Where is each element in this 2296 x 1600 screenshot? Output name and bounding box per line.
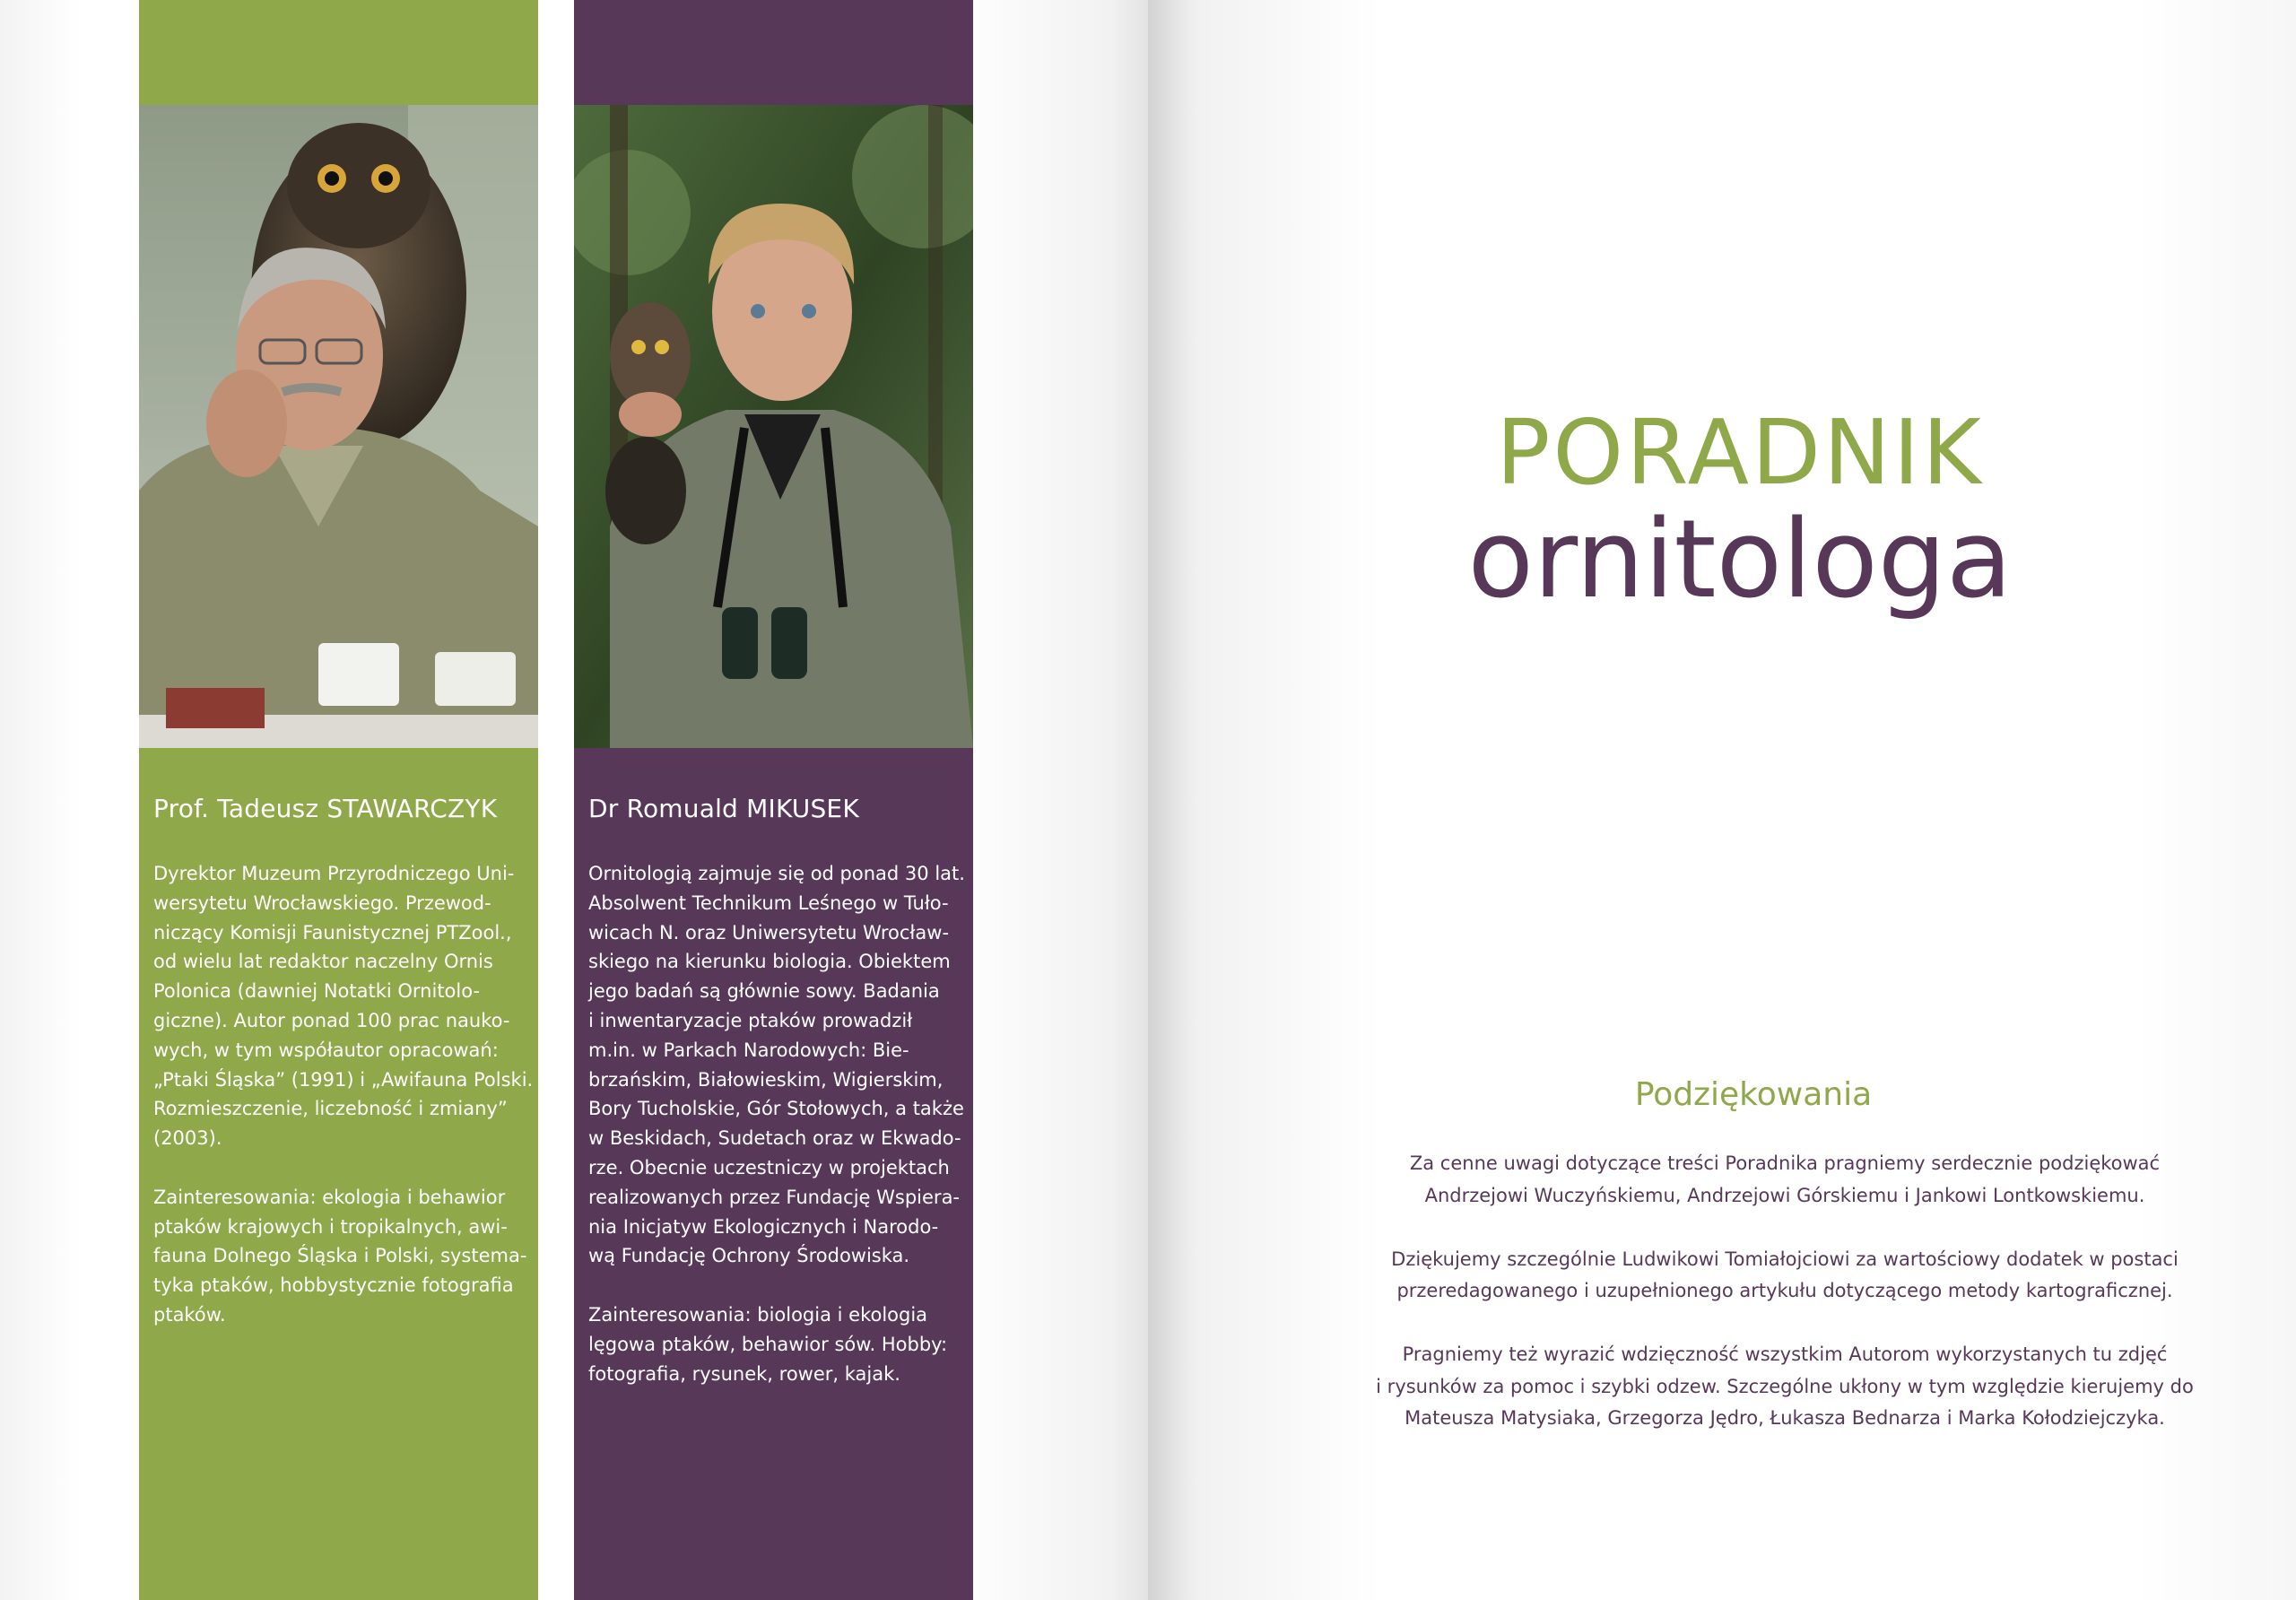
bio-line: m.in. w Parkach Narodowych: Bie- — [588, 1039, 909, 1061]
interests-line: ptaków. — [153, 1303, 226, 1326]
author-bio-mikusek — [588, 859, 965, 1418]
bio-line: od wielu lat redaktor naczelny Ornis — [153, 951, 493, 973]
ack-paragraph — [1305, 1244, 2265, 1308]
ack-paragraph — [1305, 1339, 2265, 1435]
bio-line: skiego na kierunku biologia. Obiektem — [588, 951, 951, 973]
bio-line: „Ptaki Śląska” (1991) i „Awifauna Polski. — [153, 1068, 534, 1091]
bio-line: (2003). — [153, 1127, 222, 1150]
bio-line: Rozmieszczenie, liczebność i zmiany” — [153, 1098, 508, 1120]
author-photo-mikusek — [574, 105, 973, 748]
bio-paragraph — [153, 859, 534, 1153]
author-column-mikusek — [574, 0, 973, 1600]
bio-line: giczne). Autor ponad 100 prac nauko- — [153, 1009, 510, 1031]
bio-line: realizowanych przez Fundację Wspiera- — [588, 1186, 961, 1208]
acknowledgements-body — [1296, 1148, 2265, 1466]
bio-line: wersytetu Wrocławskiego. Przewod- — [153, 891, 491, 914]
interests-line: Zainteresowania: ekologia i behawior — [153, 1186, 506, 1208]
portrait-photo-icon — [574, 105, 973, 748]
interests-line: lęgowa ptaków, behawior sów. Hobby: — [588, 1333, 948, 1355]
author-name-stawarczyk: Prof. Tadeusz STAWARCZYK — [153, 794, 498, 823]
acknowledgements-heading: Podziękowania — [1634, 1076, 1873, 1113]
bio-line: wych, w tym współautor opracowań: — [153, 1039, 499, 1061]
ack-line: przeredagowanego i uzupełnionego artykułu dotyczącego metody kartograficznej. — [1396, 1280, 2173, 1301]
ack-line: Mateusza Matysiaka, Grzegorza Jędro, Łukasza Bednarza i Marka Kołodziejczyka. — [1405, 1407, 2165, 1429]
bio-line: Ornitologią zajmuje się od ponad 30 lat. — [588, 863, 965, 884]
interests-line: fauna Dolnego Śląska i Polski, systema- — [153, 1245, 527, 1267]
book-title-line1: PORADNIK — [1496, 400, 1984, 505]
bio-line: Dyrektor Muzeum Przyrodniczego Uni- — [153, 863, 515, 884]
bio-line: Absolwent Technikum Leśnego w Tuło- — [588, 891, 949, 914]
bio-line: wą Fundację Ochrony Środowiska. — [588, 1245, 910, 1267]
interests-paragraph — [153, 1183, 530, 1330]
author-photo-stawarczyk — [139, 105, 538, 748]
author-column-stawarczyk — [139, 0, 538, 1600]
author-name-mikusek: Dr Romuald MIKUSEK — [588, 794, 859, 823]
bio-line: brzańskim, Białowieskim, Wigierskim, — [588, 1068, 944, 1091]
bio-paragraph — [588, 859, 965, 1271]
bio-line: jego badań są głównie sowy. Badania — [588, 980, 940, 1003]
bio-line: Polonica (dawniej Notatki Ornitolo- — [153, 980, 481, 1003]
ack-line: Dziękujemy szczególnie Ludwikowi Tomiałojciowi za wartościowy dodatek w postaci — [1391, 1248, 2179, 1270]
author-bio-stawarczyk — [153, 859, 534, 1360]
bio-line: wicach N. oraz Uniwersytetu Wrocław- — [588, 921, 950, 943]
bio-line: rze. Obecnie uczestniczy w projektach — [588, 1156, 950, 1178]
gutter-shadow — [1109, 0, 1189, 1600]
ack-line: Za cenne uwagi dotyczące treści Poradnika pragniemy serdecznie podziękować — [1409, 1152, 2161, 1174]
bio-line: w Beskidach, Sudetach oraz w Ekwado- — [588, 1127, 961, 1150]
ack-line: Andrzejowi Wuczyńskiemu, Andrzejowi Górskiemu i Jankowi Lontkowskiemu. — [1424, 1184, 2145, 1206]
bio-line: Bory Tucholskie, Gór Stołowych, a także — [588, 1098, 964, 1120]
interests-line: fotografia, rysunek, rower, kajak. — [588, 1362, 900, 1385]
ack-paragraph — [1305, 1148, 2265, 1212]
portrait-photo-icon — [139, 105, 538, 748]
bio-line: niczący Komisji Faunistycznej PTZool., — [153, 921, 512, 943]
interests-line: ptaków krajowych i tropikalnych, awi- — [153, 1215, 508, 1238]
interests-line: Zainteresowania: biologia i ekologia — [588, 1303, 928, 1326]
book-title-line2: ornitologa — [1467, 498, 2013, 622]
bio-line: nia Inicjatyw Ekologicznych i Narodo- — [588, 1215, 939, 1238]
interests-line: tyka ptaków, hobbystycznie fotografia — [153, 1274, 514, 1297]
ack-line: i rysunków za pomoc i szybki odzew. Szczególne ukłony w tym względzie kierujemy do — [1376, 1375, 2194, 1397]
ack-line: Pragniemy też wyrazić wdzięczność wszystkim Autorom wykorzystanych tu zdjęć — [1402, 1343, 2168, 1365]
bio-line: i inwentaryzacje ptaków prowadził — [588, 1009, 913, 1031]
interests-paragraph — [588, 1300, 965, 1388]
